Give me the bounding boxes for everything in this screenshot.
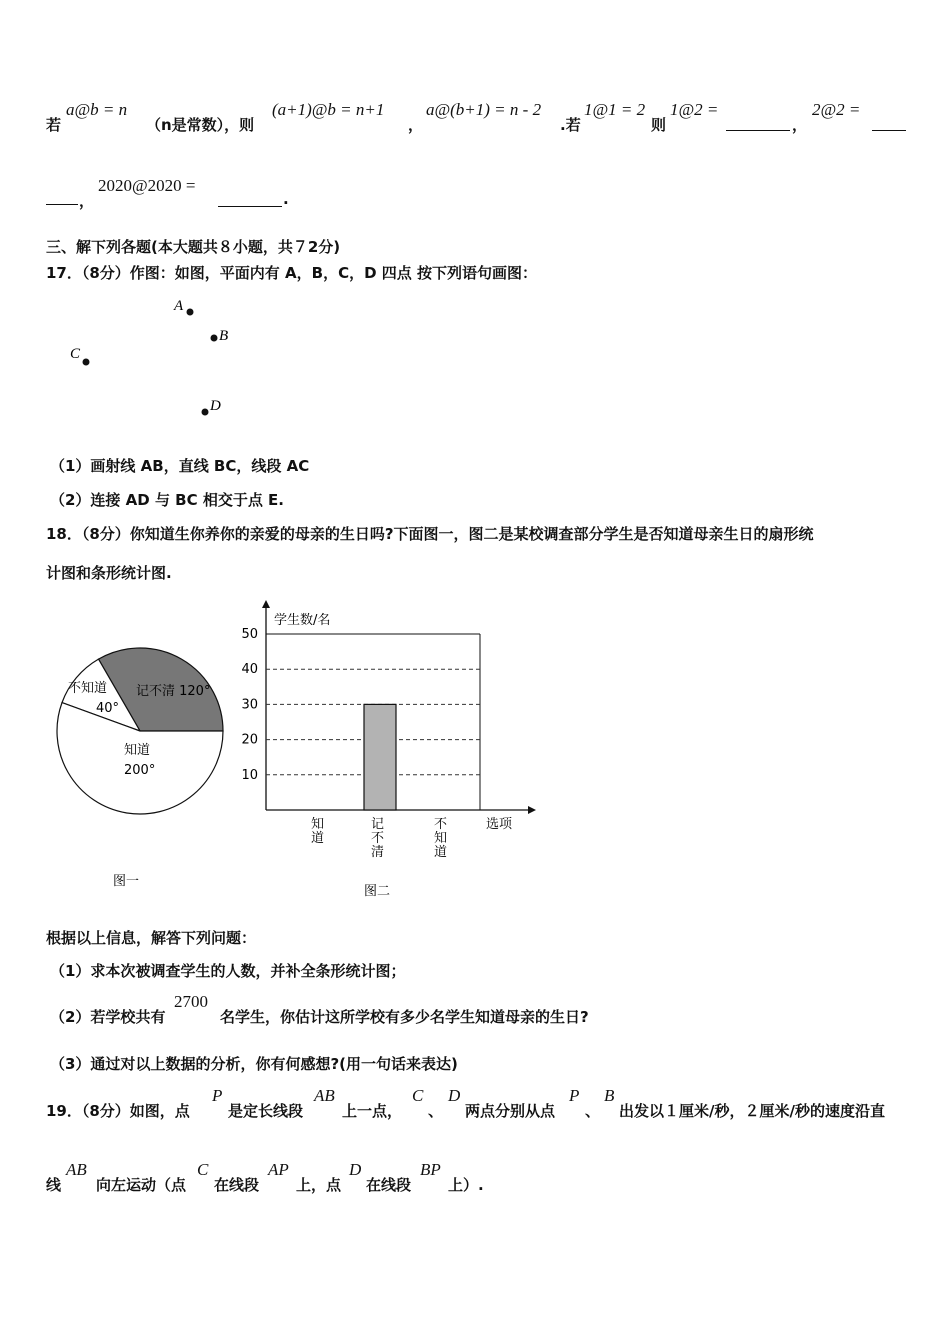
q18-sub2-b: 名学生，你估计这所学校有多少名学生知道母亲的生日? [220, 1008, 589, 1026]
q19-C2: C [197, 1160, 209, 1179]
point-b-label: B [219, 328, 229, 344]
q16-blank2-cont[interactable] [46, 190, 78, 205]
q19-p2: 是定长线段 [228, 1102, 304, 1120]
q16-comma1: ， [408, 116, 424, 134]
q17-sub2: （2）连接 AD 与 BC 相交于点 E. [50, 491, 284, 509]
bar-1 [364, 704, 396, 810]
q19-P: P [212, 1086, 223, 1105]
q16-given: 1@1 = 2 [584, 100, 646, 119]
pie-slices [57, 648, 223, 814]
fig1-caption: 图一 [113, 874, 140, 889]
cat-unknown-3: 道 [434, 845, 448, 860]
q18-stem-line2: 计图和条形统计图. [46, 564, 172, 582]
q19-dun2: 、 [585, 1102, 601, 1120]
cat-known-2: 道 [311, 831, 325, 846]
q18-bar-chart [238, 598, 538, 900]
q18-sub2-a: （2）若学校共有 [50, 1008, 166, 1026]
bar-xlabel: 选项 [486, 817, 513, 832]
q19-l2d: 上，点 [296, 1176, 342, 1194]
q19-p3: 上一点， [342, 1102, 403, 1120]
q18-sub2-num: 2700 [174, 992, 208, 1011]
q16-comma2: ， [792, 116, 808, 134]
y-axis-arrow [262, 600, 270, 608]
fig2-caption: 图二 [364, 884, 391, 899]
cat-known-1: 知 [311, 817, 325, 832]
point-b [211, 335, 218, 342]
q19-BP: BP [420, 1160, 441, 1179]
q18-pie-chart [50, 640, 230, 890]
pie-label-unclear: 记不清 120° [136, 684, 211, 699]
y-tick-20: 20 [241, 732, 258, 748]
y-tick-50: 50 [241, 627, 258, 642]
q19-line1 [46, 1086, 916, 1126]
q19-AB2: AB [66, 1160, 87, 1179]
q19-D2: D [349, 1160, 362, 1179]
bar-ylabel: 学生数/名 [274, 613, 331, 628]
q19-p4: 两点分别从点 [465, 1102, 556, 1120]
point-a [187, 309, 194, 316]
point-c-label: C [70, 346, 81, 362]
q16-blank1[interactable] [726, 116, 790, 131]
q17-stem: 17．（8分）作图：如图，平面内有 A，B，C，D 四点 按下列语句画图： [46, 264, 537, 282]
q16-note: （n是常数），则 [146, 116, 255, 134]
point-a-label: A [174, 298, 184, 314]
q18-sub3: （3）通过对以上数据的分析，你有何感想?(用一句话来表达) [50, 1055, 458, 1073]
q16-blank2[interactable] [872, 116, 906, 131]
q19-P2: P [569, 1086, 580, 1105]
q16-blank3[interactable] [218, 192, 282, 207]
q19-l2c: 在线段 [214, 1176, 260, 1194]
q16-ask3: 2020@2020 = [98, 176, 196, 195]
q17-points-figure [60, 292, 260, 422]
cat-unclear-3: 清 [371, 845, 385, 860]
pie-label-unknown-name: 不知道 [68, 681, 108, 696]
q19-B: B [604, 1086, 615, 1105]
q19-l2a: 线 [46, 1176, 62, 1194]
q19-AP: AP [268, 1160, 289, 1179]
cat-unclear-2: 不 [371, 831, 385, 846]
q19-dun1: 、 [428, 1102, 444, 1120]
q19-AB: AB [314, 1086, 335, 1105]
q16-line2 [46, 174, 446, 214]
bars [364, 704, 396, 810]
pie-label-known-deg: 200° [124, 763, 156, 778]
q19-p1: 19．（8分）如图，点 [46, 1102, 190, 1120]
q16-def-formula: a@b = n [66, 100, 128, 119]
q16-ruo: 若 [46, 116, 62, 134]
q18-intro: 根据以上信息，解答下列问题： [46, 929, 257, 947]
q19-D: D [448, 1086, 461, 1105]
q19-C: C [412, 1086, 424, 1105]
q18-sub1: （1）求本次被调查学生的人数，并补全条形统计图； [50, 962, 406, 980]
q19-l2b: 向左运动（点 [96, 1176, 187, 1194]
section-title: 三、解下列各题(本大题共８小题，共７2分) [46, 238, 341, 256]
q16-ask1: 1@2 = [670, 100, 719, 119]
cat-unknown-1: 不 [434, 817, 448, 832]
q19-l2e: 在线段 [366, 1176, 412, 1194]
q16-ask2: 2@2 = [812, 100, 861, 119]
x-axis-arrow [528, 806, 536, 814]
q16-comma3: ， [79, 192, 95, 210]
y-tick-30: 30 [241, 697, 258, 713]
q18-stem-line1: 18．（8分）你知道生你养你的亲爱的母亲的生日吗?下面图一，图二是某校调查部分学生是否知道母亲生日的扇形统 [46, 525, 814, 543]
y-tick-40: 40 [241, 662, 258, 678]
q18-sub2 [50, 992, 670, 1028]
q16-end: . [283, 190, 289, 208]
q19-p5: 出发以１厘米/秒，２厘米/秒的速度沿直 [619, 1102, 885, 1120]
q16-ze: 则 [651, 116, 667, 134]
q16-line1 [46, 98, 916, 138]
q16-rule2: a@(b+1) = n - 2 [426, 100, 542, 119]
q19-l2f: 上）. [448, 1176, 484, 1194]
pie-label-unknown-deg: 40° [96, 701, 120, 716]
cat-unknown-2: 知 [434, 831, 448, 846]
cat-unclear-1: 记 [371, 817, 385, 832]
q16-ruo2: .若 [560, 116, 581, 134]
pie-label-known-name: 知道 [124, 743, 151, 758]
y-tick-10: 10 [241, 767, 258, 783]
q16-rule1: (a+1)@b = n+1 [272, 100, 385, 119]
point-d-label: D [210, 398, 221, 414]
y-tick-labels [241, 627, 258, 783]
point-c [83, 359, 90, 366]
q17-sub1: （1）画射线 AB，直线 BC，线段 AC [50, 457, 310, 475]
point-d [202, 409, 209, 416]
q19-line2 [46, 1160, 646, 1200]
